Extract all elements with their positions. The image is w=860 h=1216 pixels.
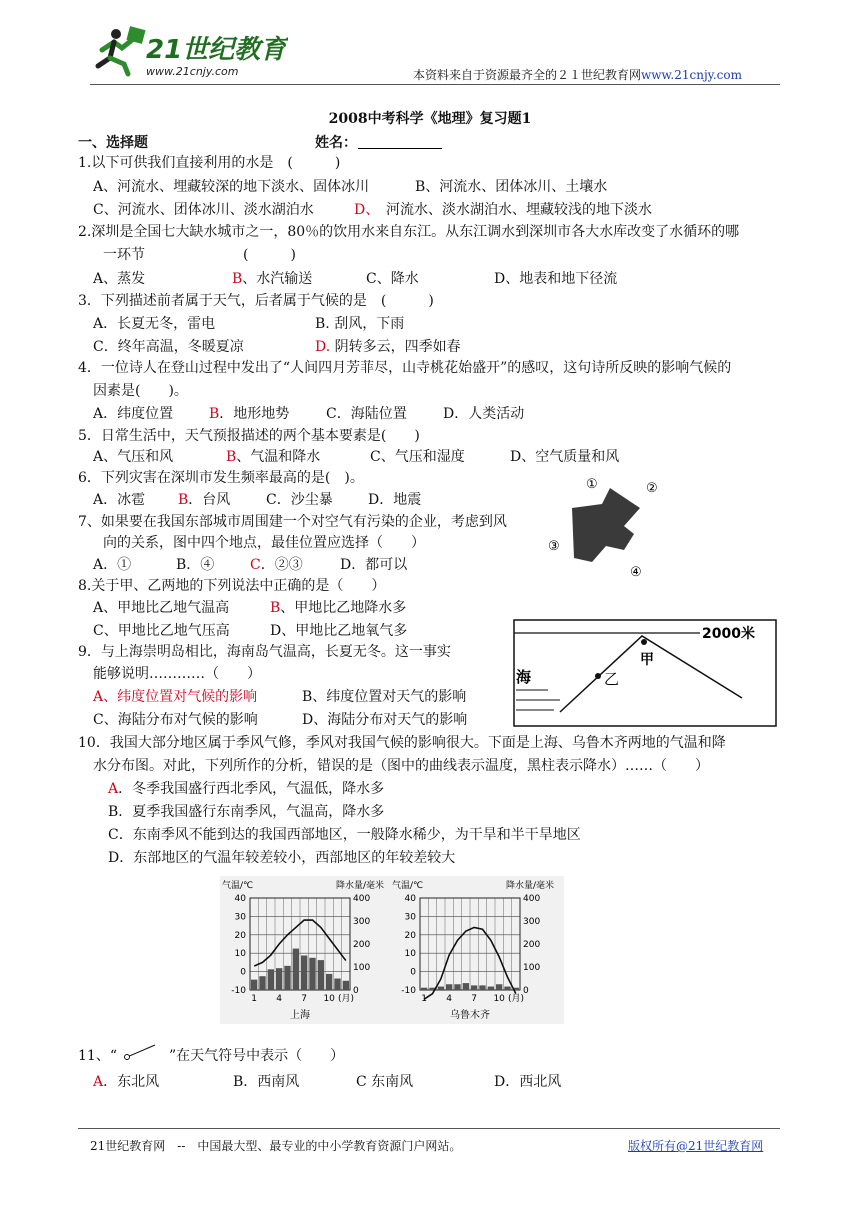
q3-option-c: C．终年高温，冬暖夏凉 bbox=[93, 339, 244, 355]
precip-tick-label: 300 bbox=[353, 917, 371, 927]
q6-option-c: C．沙尘暴 bbox=[266, 492, 333, 508]
q4-option-c: C．海陆位置 bbox=[326, 406, 407, 422]
name-label: 姓名： bbox=[315, 135, 357, 151]
precip-bar bbox=[488, 987, 494, 990]
q10-stem-1: 10．我国大部分地区属于季风气修，季风对我国气候的影响很大。下面是上海、乌鲁木齐两地的气温和降 bbox=[78, 735, 726, 751]
logo-text: 21世纪教育 bbox=[146, 35, 287, 65]
point-yi-label: 乙 bbox=[604, 670, 620, 688]
precip-bar bbox=[318, 960, 324, 990]
precip-tick-label: 0 bbox=[523, 986, 529, 996]
q2-option-a: A、蒸发 bbox=[93, 271, 146, 287]
climate-charts bbox=[220, 876, 564, 1024]
precip-bar bbox=[504, 987, 510, 990]
q1-option-d: 河流水、淡水湖泊水、埋藏较浅的地下淡水 bbox=[386, 202, 652, 218]
source-text: 本资料来自于资源最齐全的２１世纪教育网 bbox=[413, 68, 642, 82]
q10-option-b: B．夏季我国盛行东南季风，气温高，降水多 bbox=[108, 804, 385, 820]
precip-bar bbox=[284, 966, 290, 990]
chart-title: 上海 bbox=[290, 1010, 310, 1021]
month-tick-label: 1 bbox=[251, 994, 258, 1004]
wind-symbol-icon bbox=[117, 1044, 169, 1062]
q4-stem-1: 4．一位诗人在登山过程中发出了“人间四月芳菲尽，山寺桃花始盛开”的感叹，这句诗所反映的影响气候的 bbox=[78, 360, 732, 376]
month-tick-label: 4 bbox=[276, 994, 283, 1004]
height-label: 2000米 bbox=[702, 626, 755, 642]
precip-tick-label: 100 bbox=[523, 963, 541, 973]
q11-stem-pre: 11、“ bbox=[78, 1048, 117, 1064]
q2-stem-1: 2.深圳是全国七大缺水城市之一，80％的饮用水来自东江。从东江调水到深圳市各大水库改变了水循环的哪 bbox=[78, 224, 740, 240]
source-link[interactable]: www.21cnjy.com bbox=[641, 68, 742, 82]
q1-option-b: B、河流水、团体冰川、土壤水 bbox=[415, 179, 608, 195]
q2-stem-2: 一环节 ( ) bbox=[103, 247, 296, 263]
temp-tick-label: 30 bbox=[404, 912, 416, 923]
precip-tick-label: 400 bbox=[353, 894, 371, 904]
q1-option-d-letter: D、 bbox=[354, 202, 380, 218]
month-tick-label: 4 bbox=[446, 994, 453, 1004]
precip-bar bbox=[454, 984, 460, 990]
runner-icon bbox=[98, 26, 146, 74]
precip-bar bbox=[479, 985, 485, 990]
q1-stem: 1.以下可供我们直接利用的水是 ( ) bbox=[78, 155, 341, 171]
precip-bar bbox=[251, 980, 257, 990]
precip-bar bbox=[259, 976, 265, 990]
location-4: ④ bbox=[630, 565, 642, 580]
q1-option-a: A、河流水、埋藏较深的地下淡水、固体冰川 bbox=[93, 179, 370, 195]
q5-option-b: B、气温和降水 bbox=[226, 449, 321, 465]
temp-tick-label: 0 bbox=[240, 967, 246, 978]
point-jia-label: 甲 bbox=[640, 652, 654, 668]
q10-option-d: D．东部地区的气温年较差较小，西部地区的年较差较大 bbox=[108, 850, 456, 866]
precip-bar bbox=[268, 969, 274, 990]
q11-option-c: C 东南风 bbox=[356, 1074, 414, 1090]
month-tick-label: 10 bbox=[323, 994, 335, 1004]
temp-tick-label: 30 bbox=[234, 912, 246, 923]
temp-tick-label: -10 bbox=[231, 986, 246, 996]
q1-option-c: C、河流水、团体冰川、淡水湖泊水 bbox=[93, 202, 314, 218]
q7-stem-2: 向的关系，图中四个地点，最佳位置应选择（ ） bbox=[103, 535, 425, 551]
temp-axis-label: 气温/℃ bbox=[392, 881, 424, 891]
q7-option-d: D．都可以 bbox=[340, 557, 408, 573]
q11-option-d: D．西北风 bbox=[494, 1074, 562, 1090]
precip-axis-label: 降水量/毫米 bbox=[506, 881, 555, 891]
temp-tick-label: 20 bbox=[234, 930, 246, 941]
name-field[interactable] bbox=[358, 148, 442, 149]
q2-option-b-text: B、水汽输送 bbox=[232, 268, 312, 290]
city-area bbox=[572, 488, 640, 562]
q5-option-a: A、气压和风 bbox=[93, 449, 174, 465]
precip-bar bbox=[326, 974, 332, 990]
q3-option-d: D. 阴转多云，四季如春 bbox=[315, 339, 461, 355]
precip-tick-label: 200 bbox=[353, 940, 371, 950]
q7-option-b: B．④ bbox=[176, 557, 215, 573]
precip-bar bbox=[463, 983, 469, 990]
precip-bar bbox=[334, 979, 340, 991]
precip-bar bbox=[343, 981, 349, 990]
q8-option-b: B、甲地比乙地降水多 bbox=[270, 600, 407, 616]
precip-bar bbox=[446, 984, 452, 990]
q2-option-d: D、地表和地下径流 bbox=[494, 271, 618, 287]
q4-option-b: B．地形地势 bbox=[209, 406, 290, 422]
precip-bar bbox=[276, 968, 282, 990]
precip-tick-label: 100 bbox=[353, 963, 371, 973]
q11-stem-post: ”在天气符号中表示（ ） bbox=[168, 1048, 345, 1064]
q9-option-d: D、海陆分布对天气的影响 bbox=[302, 712, 468, 728]
q9-option-c: C、海陆分布对气候的影响 bbox=[93, 712, 258, 728]
q8-option-c: C、甲地比乙地气压高 bbox=[93, 623, 230, 639]
precip-tick-label: 0 bbox=[353, 986, 359, 996]
q7-stem-1: 7、如果要在我国东部城市周围建一个对空气有污染的企业，考虑到风 bbox=[78, 514, 507, 530]
q5-stem: 5．日常生活中，天气预报描述的两个基本要素是( ) bbox=[78, 428, 420, 444]
precip-tick-label: 300 bbox=[523, 917, 541, 927]
q2-option-c: C、降水 bbox=[366, 271, 419, 287]
sea-label: 海 bbox=[516, 668, 532, 686]
q4-option-d: D．人类活动 bbox=[443, 406, 525, 422]
temp-tick-label: 10 bbox=[404, 949, 416, 960]
precip-bar bbox=[309, 958, 315, 990]
q9-option-b: B、纬度位置对天气的影响 bbox=[302, 689, 467, 705]
temp-tick-label: 20 bbox=[404, 930, 416, 941]
temp-axis-label: 气温/℃ bbox=[222, 881, 254, 891]
section-heading: 一、选择题 bbox=[78, 135, 148, 151]
site-logo bbox=[88, 20, 288, 82]
q10-stem-2: 水分布图。对此，下列所作的分析，错误的是（图中的曲线表示温度，黑柱表示降水）……（ ） bbox=[93, 758, 709, 774]
q11-option-b: B．西南风 bbox=[233, 1074, 300, 1090]
q8-mountain-figure bbox=[512, 618, 782, 730]
month-tick-label: 1 bbox=[421, 994, 428, 1004]
q8-stem: 8.关于甲、乙两地的下列说法中正确的是（ ） bbox=[78, 578, 386, 594]
temp-tick-label: 40 bbox=[234, 894, 246, 904]
q6-option-a: A．冰雹 bbox=[93, 492, 146, 508]
q10-option-a: A．冬季我国盛行西北季风，气温低，降水多 bbox=[108, 781, 385, 797]
copyright-link[interactable]: 版权所有@21世纪教育网 bbox=[628, 1139, 764, 1153]
precip-bar bbox=[421, 988, 427, 990]
temp-tick-label: 40 bbox=[404, 894, 416, 904]
chart-title: 乌鲁木齐 bbox=[450, 1010, 490, 1021]
q6-option-b: B．台风 bbox=[178, 492, 231, 508]
temp-tick-label: 0 bbox=[410, 967, 416, 978]
location-2: ② bbox=[646, 481, 658, 496]
precip-bar bbox=[471, 985, 477, 990]
q5-option-d: D、空气质量和风 bbox=[510, 449, 620, 465]
q10-option-c: C．东南季风不能到达的我国西部地区，一般降水稀少，为干旱和半干旱地区 bbox=[108, 827, 581, 843]
month-tick-label: (月) bbox=[337, 994, 355, 1004]
footer-divider bbox=[78, 1128, 780, 1129]
q5-option-c: C、气压和湿度 bbox=[370, 449, 465, 465]
q7-city-figure bbox=[544, 472, 662, 582]
q9-option-a: A、纬度位置对气候的影响 bbox=[93, 689, 258, 705]
temp-tick-label: 10 bbox=[234, 949, 246, 960]
location-3: ③ bbox=[548, 539, 560, 554]
q9-stem-1: 9．与上海崇明岛相比，海南岛气温高，长夏无冬。这一事实 bbox=[78, 644, 451, 660]
q9-stem-2: 能够说明…………（ ） bbox=[93, 666, 261, 682]
month-tick-label: 7 bbox=[301, 994, 308, 1004]
q6-option-d: D．地震 bbox=[368, 492, 422, 508]
q11-option-a: A．东北风 bbox=[93, 1074, 160, 1090]
q7-option-c: C．②③ bbox=[250, 557, 303, 573]
footer-text: 21世纪教育网 -- 中国最大型、最专业的中小学教育资源门户网站。 bbox=[90, 1139, 462, 1153]
precip-tick-label: 200 bbox=[523, 940, 541, 950]
q11-stem bbox=[78, 1044, 344, 1067]
month-tick-label: (月) bbox=[507, 994, 525, 1004]
precip-bar bbox=[496, 984, 502, 990]
q3-option-a: A．长夏无冬，雷电 bbox=[93, 316, 216, 332]
precip-bar bbox=[293, 949, 299, 990]
q7-option-a: A．① bbox=[93, 557, 132, 573]
location-1: ① bbox=[586, 477, 598, 492]
q3-stem: 3．下列描述前者属于天气，后者属于气候的是 ( ) bbox=[78, 293, 434, 309]
document-title: 2008中考科学《地理》复习题1 bbox=[328, 111, 532, 127]
precip-tick-label: 400 bbox=[523, 894, 541, 904]
temp-tick-label: -10 bbox=[401, 986, 416, 996]
q6-stem: 6．下列灾害在深圳市发生频率最高的是( )。 bbox=[78, 470, 364, 486]
month-tick-label: 10 bbox=[493, 994, 505, 1004]
source-note bbox=[413, 66, 742, 83]
header-divider bbox=[90, 84, 780, 85]
month-tick-label: 7 bbox=[471, 994, 478, 1004]
logo-url: www.21cnjy.com bbox=[146, 65, 239, 78]
precip-axis-label: 降水量/毫米 bbox=[336, 881, 385, 891]
q8-option-d: D、甲地比乙地氧气多 bbox=[270, 623, 408, 639]
q4-option-a: A．纬度位置 bbox=[93, 406, 174, 422]
q3-option-b: B. 刮风，下雨 bbox=[315, 316, 405, 332]
q8-option-a: A、甲地比乙地气温高 bbox=[93, 600, 230, 616]
q4-stem-2: 因素是( )。 bbox=[93, 383, 188, 399]
precip-bar bbox=[301, 956, 307, 991]
precip-bar bbox=[438, 987, 444, 990]
